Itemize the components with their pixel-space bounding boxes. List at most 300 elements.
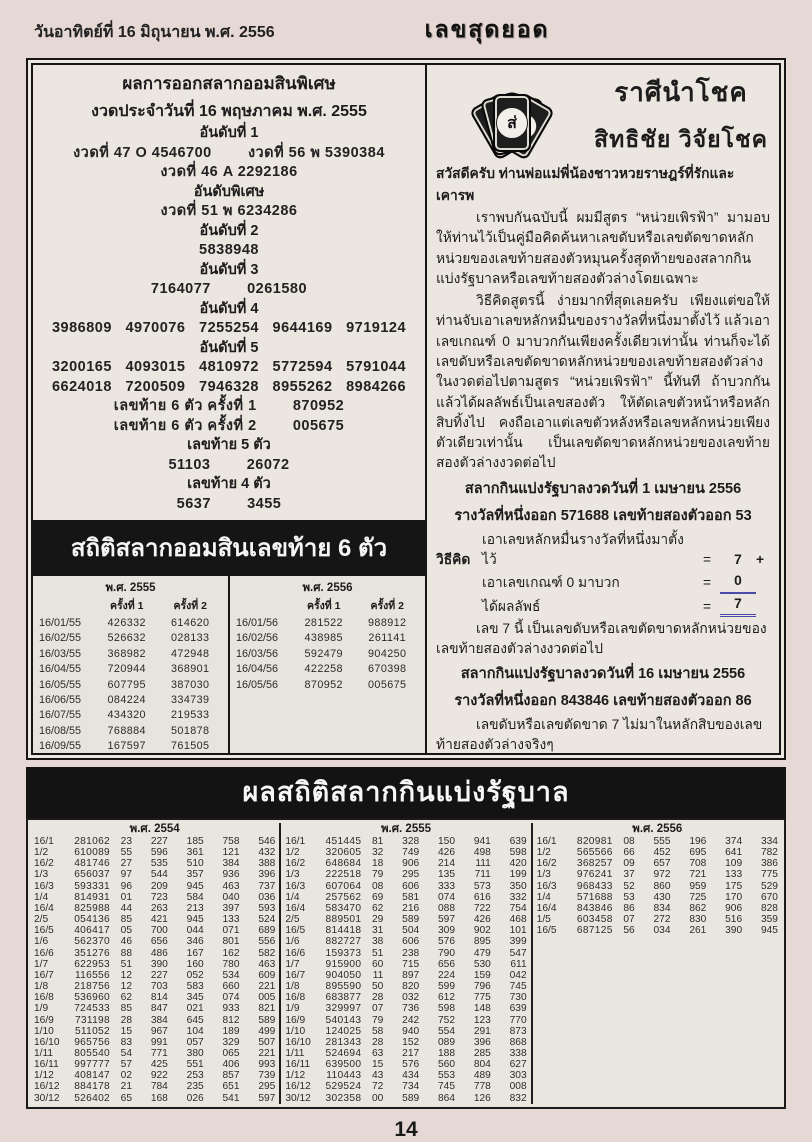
table-cell: 902 [455, 925, 491, 936]
formula-note: เลขดับหรือเลขตัดขาด 7 ไม่มาในหลักสิบของเลขท้ายสองตัวล่างจริงๆ [436, 715, 770, 755]
table-cell: 16/4 [34, 903, 64, 914]
table-row [285, 1026, 526, 1037]
table-cell: 1/4 [285, 892, 315, 903]
table-cell: 1/12 [34, 1070, 64, 1081]
table-cell: 599 [419, 981, 455, 992]
table-cell: 426 [419, 847, 455, 858]
table-row [285, 892, 526, 903]
table-cell: 16/4 [537, 903, 567, 914]
table-cell: 021 [168, 1003, 204, 1014]
table-row [236, 647, 419, 662]
table-row [34, 1015, 275, 1026]
table-cell: 1/8 [34, 981, 64, 992]
table-cell: 088 [419, 903, 455, 914]
result-numbers: 3200165 4093015 4810972 5772594 5791044 [37, 358, 421, 378]
table-cell: 2/5 [285, 914, 315, 925]
table-cell: 83 [110, 1037, 132, 1048]
table-cell: 571688 [567, 892, 613, 903]
table-cell: 074 [419, 892, 455, 903]
table-cell: 218756 [64, 981, 110, 992]
table-cell: 16/05/56 [236, 678, 292, 693]
table-cell: 399 [491, 936, 527, 947]
table-cell: 221 [239, 1048, 275, 1059]
table-cell: 328 [383, 836, 419, 847]
table-cell: 612 [419, 992, 455, 1003]
table-cell: 425 [132, 1059, 168, 1070]
table-row [34, 1037, 275, 1048]
table-cell: 820 [383, 981, 419, 992]
table-cell: 583470 [315, 903, 361, 914]
result-heading: อันดับที่ 2 [37, 222, 421, 242]
table-cell: 148 [455, 1003, 491, 1014]
table-cell: 481746 [64, 858, 110, 869]
table-cell: 529524 [315, 1081, 361, 1092]
table-cell: 556 [239, 936, 275, 947]
table-cell: 216 [383, 903, 419, 914]
table-cell: 09 [613, 858, 635, 869]
table-cell: 08 [613, 836, 635, 847]
savings-results-lines [37, 124, 421, 514]
table-cell: 227 [132, 836, 168, 847]
table-row [285, 1070, 526, 1081]
table-cell: 040 [204, 892, 240, 903]
table-cell: 498 [455, 847, 491, 858]
table-cell: 224 [419, 970, 455, 981]
table-cell: 185 [168, 836, 204, 847]
table-cell: 08 [361, 881, 383, 892]
result-numbers: 5838948 [37, 241, 421, 261]
table-cell: 1/10 [34, 1026, 64, 1037]
table-cell: 368982 [95, 647, 159, 662]
table-row [285, 948, 526, 959]
table-row [39, 678, 222, 693]
table-cell: 778 [455, 1081, 491, 1092]
table-cell: 830 [670, 914, 706, 925]
table-cell: 30/12 [285, 1093, 315, 1104]
table-cell: 553 [419, 1070, 455, 1081]
table-cell: 463 [239, 959, 275, 970]
table-row [236, 678, 419, 693]
table-cell: 420 [491, 858, 527, 869]
table-row [537, 925, 778, 936]
table-cell: 511052 [64, 1026, 110, 1037]
table-cell: 547 [491, 948, 527, 959]
table-cell: 582 [239, 948, 275, 959]
table-cell: 606 [383, 881, 419, 892]
table-cell: 16/11 [34, 1059, 64, 1070]
table-cell: 725 [670, 892, 706, 903]
table-cell: 598 [419, 1003, 455, 1014]
table-cell: 406417 [64, 925, 110, 936]
table-row [285, 1048, 526, 1059]
table-cell: 281522 [292, 616, 356, 631]
table-cell: 933 [204, 1003, 240, 1014]
table-cell: 50 [361, 981, 383, 992]
gov-stats-2556 [533, 823, 782, 1104]
table-row [537, 836, 778, 847]
table-cell: 303 [491, 1070, 527, 1081]
table-cell: 972 [635, 869, 671, 880]
table-row [285, 959, 526, 970]
table-cell: 700 [132, 925, 168, 936]
table-cell: 16/5 [537, 925, 567, 936]
table-cell: 434320 [95, 708, 159, 723]
greeting-line: สวัสดีครับ ท่านพ่อแม่พี่น้องชาวหวยราษฎร์ที่รักและเคารพ [436, 163, 770, 207]
table-cell: 468 [491, 914, 527, 925]
table-cell: 188 [419, 1048, 455, 1059]
playing-cards-icon [436, 73, 584, 157]
main-box [26, 58, 786, 760]
table-cell: 607795 [95, 678, 159, 693]
table-cell: 11 [361, 970, 383, 981]
table-cell: 16/09/55 [39, 739, 95, 754]
table-cell: 576 [383, 1059, 419, 1070]
table-cell: 904050 [315, 970, 361, 981]
table-row [537, 847, 778, 858]
table-cell: 639500 [315, 1059, 361, 1070]
table-cell: 15 [110, 1026, 132, 1037]
formula-row [436, 594, 770, 618]
table-cell: 196 [670, 836, 706, 847]
table-row [34, 1026, 275, 1037]
table-cell: 23 [110, 836, 132, 847]
table-cell: 135 [419, 869, 455, 880]
table-cell: 724533 [64, 1003, 110, 1014]
table-row [34, 903, 275, 914]
table-cell: 85 [110, 914, 132, 925]
table-cell: 302358 [315, 1093, 361, 1104]
table-cell: 720944 [95, 662, 159, 677]
savings-stats-2556 [230, 576, 425, 755]
table-cell: 656037 [64, 869, 110, 880]
table-cell: 530 [455, 959, 491, 970]
draw2-title: สลากกินแบ่งรัฐบาลงวดวันที่ 16 เมษายน 2556 [436, 662, 770, 685]
col-header-draw1: ครั้งที่ 1 [95, 597, 159, 614]
table-row [34, 1048, 275, 1059]
gov-rows-2554 [34, 836, 275, 1104]
table-cell: 63 [361, 1048, 383, 1059]
table-cell: 384 [132, 1015, 168, 1026]
table-cell: 16/3 [537, 881, 567, 892]
table-row [285, 1037, 526, 1048]
table-cell: 507 [239, 1037, 275, 1048]
table-row [34, 948, 275, 959]
table-cell: 43 [361, 1070, 383, 1081]
table-cell: 897 [383, 970, 419, 981]
table-row [285, 992, 526, 1003]
formula-value: 7 [720, 550, 756, 571]
table-row [285, 903, 526, 914]
table-cell: 54 [110, 1048, 132, 1059]
table-cell: 86 [613, 903, 635, 914]
table-row [39, 724, 222, 739]
table-cell: 334739 [159, 693, 223, 708]
table-row [285, 1093, 526, 1104]
table-cell: 1/11 [34, 1048, 64, 1059]
result-numbers: 3986809 4970076 7255254 9644169 9719124 [37, 319, 421, 339]
table-cell: 16/02/55 [39, 631, 95, 646]
table-cell: 796 [455, 981, 491, 992]
table-cell: 238 [383, 948, 419, 959]
table-cell: 16/7 [285, 970, 315, 981]
table-cell: 734 [383, 1081, 419, 1092]
table-cell: 88 [110, 948, 132, 959]
savings-stats-table [33, 576, 425, 755]
table-cell: 16/11 [285, 1059, 315, 1070]
table-cell: 285 [455, 1048, 491, 1059]
formula-row [436, 530, 770, 571]
table-cell: 44 [110, 903, 132, 914]
table-cell: 687125 [567, 925, 613, 936]
table-cell: 332 [491, 892, 527, 903]
table-cell: 426332 [95, 616, 159, 631]
formula-label: ได้ผลลัพธ์ [482, 597, 694, 618]
result-numbers: 5637 3455 [37, 495, 421, 515]
table-cell: 828 [742, 903, 778, 914]
table-cell: 541 [204, 1093, 240, 1104]
savings-stats-2555 [33, 576, 230, 755]
table-cell: 544 [132, 869, 168, 880]
table-cell: 81 [361, 836, 383, 847]
table-cell: 28 [361, 1037, 383, 1048]
table-cell: 715 [383, 959, 419, 970]
table-cell: 524694 [315, 1048, 361, 1059]
result-heading: อันดับที่ 1 [37, 124, 421, 144]
table-cell: 554 [419, 1026, 455, 1037]
table-cell: 555 [635, 836, 671, 847]
table-cell: 703 [132, 981, 168, 992]
table-cell: 434 [383, 1070, 419, 1081]
table-cell: 16/12 [285, 1081, 315, 1092]
table-cell: 175 [706, 881, 742, 892]
table-row [537, 869, 778, 880]
table-cell: 1/6 [285, 936, 315, 947]
table-cell: 384 [204, 858, 240, 869]
table-cell: 16/8 [34, 992, 64, 1003]
table-cell: 606 [383, 936, 419, 947]
table-cell: 351276 [64, 948, 110, 959]
table-cell: 333 [419, 881, 455, 892]
table-cell: 993 [239, 1059, 275, 1070]
table-cell: 526632 [95, 631, 159, 646]
table-cell: 133 [204, 914, 240, 925]
table-cell: 042 [491, 970, 527, 981]
table-cell: 152 [383, 1037, 419, 1048]
table-cell: 761505 [159, 739, 223, 754]
table-cell: 895590 [315, 981, 361, 992]
table-cell: 16/9 [34, 1015, 64, 1026]
table-cell: 97 [110, 869, 132, 880]
table-cell: 596 [132, 847, 168, 858]
result-heading: เลขท้าย 5 ตัว [37, 436, 421, 456]
table-cell: 812 [204, 1015, 240, 1026]
table-cell: 58 [361, 1026, 383, 1037]
table-cell: 551 [168, 1059, 204, 1070]
masthead-title: เลขสุดยอด [425, 12, 550, 48]
table-cell: 159373 [315, 948, 361, 959]
table-cell: 79 [361, 869, 383, 880]
table-cell: 711 [455, 869, 491, 880]
table-cell: 56 [613, 925, 635, 936]
table-cell: 005675 [356, 678, 420, 693]
table-cell: 501878 [159, 724, 223, 739]
table-cell: 026 [168, 1093, 204, 1104]
table-cell: 775 [455, 992, 491, 1003]
table-cell: 2/5 [34, 914, 64, 925]
table-cell: 16/6 [285, 948, 315, 959]
table-cell: 209 [132, 881, 168, 892]
table-cell: 737 [239, 881, 275, 892]
table-cell: 62 [110, 992, 132, 1003]
table-row [537, 892, 778, 903]
table-cell: 121 [204, 847, 240, 858]
table-row [34, 1081, 275, 1092]
table-cell: 329997 [315, 1003, 361, 1014]
table-cell: 965756 [64, 1037, 110, 1048]
table-cell: 16/7 [34, 970, 64, 981]
table-cell: 16/2 [285, 858, 315, 869]
table-cell: 16/4 [285, 903, 315, 914]
table-cell: 32 [361, 847, 383, 858]
table-cell: 46 [110, 936, 132, 947]
table-cell: 884178 [64, 1081, 110, 1092]
table-cell: 66 [613, 847, 635, 858]
table-cell: 126 [455, 1093, 491, 1104]
main-box-inner [31, 63, 781, 755]
table-cell: 1/7 [34, 959, 64, 970]
result-heading: เลขท้าย 4 ตัว [37, 475, 421, 495]
draw1-result: รางวัลที่หนึ่งออก 571688 เลขท้ายสองตัวออก 53 [436, 504, 770, 527]
table-cell: 334 [742, 836, 778, 847]
table-cell: 607064 [315, 881, 361, 892]
table-cell: 257562 [315, 892, 361, 903]
table-cell: 346 [168, 936, 204, 947]
table-row [537, 858, 778, 869]
table-cell: 536960 [64, 992, 110, 1003]
table-cell: 368901 [159, 662, 223, 677]
table-cell: 065 [204, 1048, 240, 1059]
table-cell: 426 [455, 914, 491, 925]
table-row [285, 881, 526, 892]
table-cell: 622953 [64, 959, 110, 970]
table-cell: 12 [110, 981, 132, 992]
table-cell: 1/3 [285, 869, 315, 880]
table-cell: 546 [239, 836, 275, 847]
table-cell: 768884 [95, 724, 159, 739]
year-header: พ.ศ. 2555 [39, 579, 222, 597]
table-cell: 1/12 [285, 1070, 315, 1081]
table-cell: 281062 [64, 836, 110, 847]
year-header: พ.ศ. 2555 [285, 823, 526, 836]
table-cell: 406 [204, 1059, 240, 1070]
table-row [236, 662, 419, 677]
result-heading: อันดับที่ 5 [37, 339, 421, 359]
table-cell: 133 [706, 869, 742, 880]
table-cell: 895 [455, 936, 491, 947]
table-cell: 12 [110, 970, 132, 981]
table-cell: 603458 [567, 914, 613, 925]
col-header-draw2: ครั้งที่ 2 [356, 597, 420, 614]
table-cell: 214 [419, 858, 455, 869]
table-cell: 85 [110, 1003, 132, 1014]
table-row [236, 631, 419, 646]
table-cell: 227 [132, 970, 168, 981]
equals-sign: = [694, 573, 720, 594]
table-cell: 162 [204, 948, 240, 959]
table-cell: 959 [670, 881, 706, 892]
table-cell: 804 [455, 1059, 491, 1070]
table-cell: 565566 [567, 847, 613, 858]
table-cell: 592479 [292, 647, 356, 662]
table-cell: 479 [455, 948, 491, 959]
gov-stats-2555 [279, 823, 532, 1104]
table-cell: 261141 [356, 631, 420, 646]
table-cell: 261 [670, 925, 706, 936]
table-cell: 16/06/55 [39, 693, 95, 708]
result-numbers: 6624018 7200509 7946328 8955262 8984266 [37, 378, 421, 398]
table-row [34, 959, 275, 970]
table-cell: 16/01/55 [39, 616, 95, 631]
column-headers [236, 597, 419, 614]
table-cell: 589 [239, 1015, 275, 1026]
table-cell: 486 [132, 948, 168, 959]
table-row [34, 1059, 275, 1070]
table-row [39, 739, 222, 754]
table-cell: 217 [383, 1048, 419, 1059]
table-cell: 1/5 [537, 914, 567, 925]
table-cell: 16/05/55 [39, 678, 95, 693]
table-cell: 052 [168, 970, 204, 981]
table-row [285, 869, 526, 880]
table-row [537, 903, 778, 914]
result-heading: อันดับพิเศษ [37, 183, 421, 203]
table-cell: 338 [491, 1048, 527, 1059]
table-cell: 430 [635, 892, 671, 903]
table-cell: 79 [361, 1015, 383, 1026]
col-header-draw1: ครั้งที่ 1 [292, 597, 356, 614]
table-cell: 16/08/55 [39, 724, 95, 739]
table-cell: 976241 [567, 869, 613, 880]
table-cell: 422258 [292, 662, 356, 677]
year-header: พ.ศ. 2556 [236, 579, 419, 597]
table-cell: 235 [168, 1081, 204, 1092]
table-cell: 609 [239, 970, 275, 981]
formula-note: เลข 7 นี้ เป็นเลขดับหรือเลขตัดขาดหลักหน่วยของเลขท้ายสองตัวล่างงวดต่อไป [436, 619, 770, 659]
table-cell: 860 [635, 881, 671, 892]
horoscope-titles [592, 72, 770, 158]
table-cell: 516 [706, 914, 742, 925]
table-cell: 16/3 [34, 881, 64, 892]
table-cell: 731198 [64, 1015, 110, 1026]
table-cell: 651 [204, 1081, 240, 1092]
table-cell: 242 [383, 1015, 419, 1026]
table-cell: 005 [239, 992, 275, 1003]
table-cell: 345 [168, 992, 204, 1003]
table-cell: 922 [132, 1070, 168, 1081]
table-cell: 832 [491, 1093, 527, 1104]
table-cell: 683877 [315, 992, 361, 1003]
table-cell: 396 [455, 1037, 491, 1048]
table-cell: 584 [168, 892, 204, 903]
table-row [39, 693, 222, 708]
gov-stats-banner: ผลสถิติสลากกินแบ่งรัฐบาล [26, 767, 786, 818]
table-cell: 597 [239, 1093, 275, 1104]
table-cell: 510 [168, 858, 204, 869]
draw1-title: สลากกินแบ่งรัฐบาลงวดวันที่ 1 เมษายน 2556 [436, 477, 770, 500]
table-cell: 329 [204, 1037, 240, 1048]
table-cell: 945 [168, 881, 204, 892]
table-cell: 263 [132, 903, 168, 914]
